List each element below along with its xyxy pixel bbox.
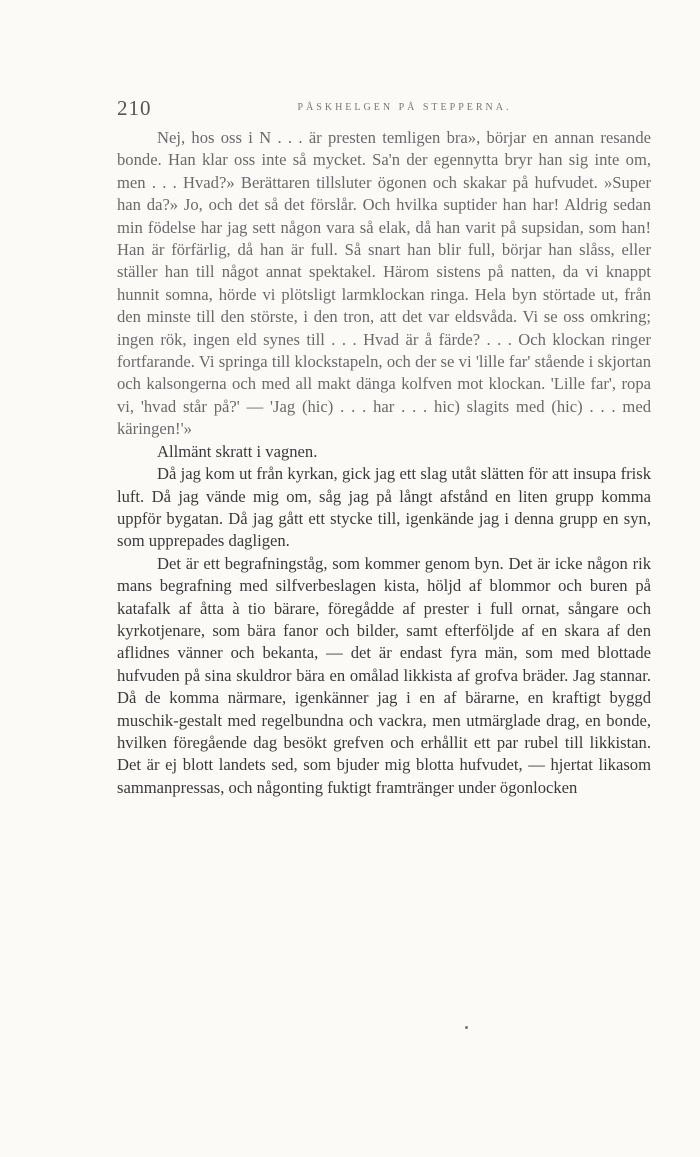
- paragraph-laughter: Allmänt skratt i vagnen.: [157, 441, 318, 461]
- paragraph-quoted-dialogue: Nej, hos oss i N . . . är presten temligen bra», börjar en annan resande bonde. Han klar oss inte så mycket. Sa'n der egennytta bryr han sig inte om, men . . . Hvad?» Berättaren tillsluter ögonen och skakar på hufvudet. »Super han da?» Jo, och det så det förslår. Och hvilka suptider han har! Aldrig sedan min födelse har jag sett någon vara så elak, då han varit på supsidan, som han! Han är förfärlig, då han är full. Så snart han blir full, börjar han slåss, eller ställer han till något annat spektakel. Härom sistens på natten, da vi knappt hunnit somna, hörde vi plötsligt larmklockan ringa. Hela byn störtade ut, från den minste till den störste, i den tron, att det var eldsvåda. Vi se oss omkring; ingen rök, ingen eld synes till . . . Hvad är å färde? . . . Och klockan ringer fortfarande. Vi springa till klockstapeln, och der se vi 'lille far' stående i skjortan och kalsongerna och med all makt dänga kolfven mot klockan. 'Lille far', ropa vi, 'hvad står på?' — 'Jag (hic) . . . har . . . hic) slagits med (hic) . . . med käringen!'»: [117, 128, 651, 439]
- body-text: [117, 127, 651, 799]
- running-title: PÅSKHELGEN PÅ STEPPERNA.: [297, 102, 512, 113]
- paragraph-church-walk: Då jag kom ut från kyrkan, gick jag ett slag utåt slätten för att insupa frisk luft. Då jag vände mig om, såg jag på långt afstånd en liten grupp komma uppför bygatan. Då jag gått ett stycke till, igenkände jag i denna grupp en syn, som upprepades dagligen.: [117, 464, 651, 551]
- running-head: [117, 96, 652, 120]
- page-number: 210: [117, 96, 152, 120]
- ink-speck: [465, 1026, 468, 1029]
- paragraph-funeral: Det är ett begrafningståg, som kommer genom byn. Det är icke någon rik mans begrafning med silfverbeslagen kista, höljd af blommor och buren på katafalk af åtta à tio bärare, föregådde af prester i full ornat, sångare och kyrkotjenare, som bära fanor och bilder, samt efterföljde af en skara af den aflidnes vänner och bekanta, — det är endast fyra män, som med blottade hufvuden på sina skuldror bära en omålad likkista af grofva bräder. Jag stannar. Då de komma närmare, igenkänner jag i en af bärarne, en kraftigt byggd muschik-gestalt med regelbundna och vackra, men utmärglade drag, en bonde, hvilken föregående dag besökt grefven och erhållit ett par rubel till likkistan. Det är ej blott landets sed, som bjuder mig blotta hufvudet, — hjertat likasom sammanpressas, och någonting fuktigt framtränger under ögonlocken: [117, 553, 651, 797]
